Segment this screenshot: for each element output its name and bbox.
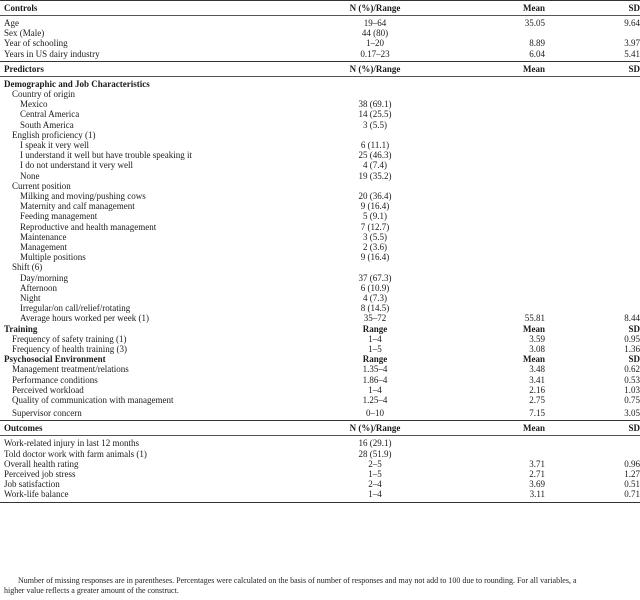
column-header-mean: Mean (523, 423, 545, 434)
table-cell-n-range: 1.25–4 (362, 395, 388, 405)
table-cell-n-range: 38 (69.1) (358, 99, 392, 110)
rule-line (0, 15, 640, 16)
rule-line (0, 0, 640, 1)
table-cell-n-range: 1.35–4 (362, 364, 388, 375)
table-cell-mean: 7.15 (529, 408, 545, 419)
table-cell-n-range: 3 (5.5) (363, 119, 387, 130)
table-cell-sd: 8.44 (624, 313, 640, 324)
table-row-label: Year of schooling (4, 38, 68, 49)
table-cell-n-range: 4 (7.4) (363, 160, 387, 171)
table-row-label: Reproductive and health management (20, 221, 157, 232)
table-cell-n-range: 35–72 (363, 313, 387, 324)
table-cell-n-range: 1–20 (366, 38, 384, 49)
table-cell-n-range: 2 (3.6) (363, 242, 387, 252)
table-row-label: Perceived job stress (4, 469, 76, 479)
table-cell-n-range: 6 (10.9) (360, 282, 390, 293)
table-cell-sd: 1.03 (624, 384, 640, 395)
table-cell-n-range: 25 (46.3) (358, 150, 392, 161)
table-row-label: South America (20, 119, 74, 130)
table-row-label: Maintenance (20, 231, 67, 242)
table-cell-mean: 35.05 (524, 18, 545, 28)
table-row-label: Multiple positions (20, 252, 86, 263)
table-row-label: Milking and moving/pushing cows (20, 191, 146, 201)
footnote-line-2: higher value reflects a greater amount of the construct. (4, 586, 179, 595)
table-cell-sd: 9.64 (624, 18, 640, 28)
table-cell-n-range: 44 (80) (361, 28, 389, 39)
footnote-line-1: Number of missing responses are in parentheses. Percentages were calculated on the basis of number of responses and may not add to 100 due to rounding. For all variables, a (18, 576, 577, 585)
column-header-n-range: N (%)/Range (349, 423, 401, 434)
table-cell-mean: 2.16 (529, 384, 545, 395)
table-cell-sd: 0.95 (624, 333, 640, 344)
table-cell-mean: 6.04 (529, 48, 545, 59)
table-cell-sd: 1.36 (624, 344, 640, 354)
table-row-label: Country of origin (12, 89, 75, 99)
table-cell-n-range: 14 (25.5) (358, 109, 392, 120)
table-cell-n-range: 1–5 (368, 344, 382, 354)
table-cell-n-range: 3 (5.5) (363, 231, 387, 242)
table-row-label: I understand it well but have trouble speaking it (20, 150, 192, 161)
table-row-label: Management treatment/relations (12, 364, 129, 375)
table-footnote (4, 576, 640, 596)
column-header-sd: SD (628, 63, 640, 74)
table-row-label: Demographic and Job Characteristics (4, 78, 150, 89)
rule-line (0, 435, 640, 436)
table-row-label: Irregular/on call/relief/rotating (20, 303, 131, 314)
table-cell-n-range: 4 (7.3) (363, 293, 387, 303)
table-cell-mean: 3.59 (529, 333, 545, 344)
table-cell-n-range: 16 (29.1) (358, 438, 392, 449)
table-cell-n-range: 0–10 (366, 408, 384, 419)
table-row-label: Overall health rating (4, 458, 79, 469)
table-cell-n-range: 8 (14.5) (360, 303, 390, 314)
table-cell-sd: 0.62 (624, 364, 640, 375)
table-cell-mean: Mean (523, 354, 545, 365)
column-header-mean: Mean (523, 3, 545, 13)
table-row-label: Day/morning (20, 272, 68, 283)
table-cell-n-range: 19–64 (363, 18, 387, 28)
column-header-n-range: N (%)/Range (349, 3, 401, 13)
table-cell-n-range: 1–4 (368, 384, 382, 395)
table-row-label: Told doctor work with farm animals (1) (4, 448, 147, 459)
table-cell-mean: 3.69 (529, 479, 545, 490)
table-row-label: Feeding management (20, 211, 98, 222)
table-cell-mean: 55.81 (524, 313, 545, 324)
table-cell-mean: 3.48 (529, 364, 545, 375)
table-row-label: Frequency of health training (3) (12, 344, 127, 354)
table-row-label: Job satisfaction (4, 479, 60, 490)
table-row-label: None (20, 170, 40, 181)
table-row-label: Management (20, 242, 67, 252)
table-cell-mean: 8.89 (529, 38, 545, 49)
table-row-label: Night (20, 293, 41, 303)
table-row-label: I do not understand it very well (20, 160, 133, 171)
table-cell-mean: 3.11 (529, 489, 545, 500)
table-cell-n-range: 7 (12.7) (360, 221, 390, 232)
table-row-label: Afternoon (20, 282, 57, 293)
table-cell-n-range: 0.17–23 (360, 48, 390, 59)
table-cell-n-range: 20 (36.4) (358, 191, 392, 201)
rule-line (0, 420, 640, 421)
table-row-label: Sex (Male) (4, 28, 45, 39)
table-cell-n-range: 1.86–4 (362, 374, 388, 385)
table-cell-mean: 2.75 (529, 395, 545, 405)
table-row-label: I speak it very well (20, 140, 89, 150)
table-row-label: Central America (20, 109, 80, 120)
table-cell-n-range: 1–4 (368, 333, 382, 344)
table-cell-sd: 0.53 (624, 374, 640, 385)
table-cell-sd: SD (628, 323, 640, 334)
section-header-label: Outcomes (4, 423, 43, 434)
table-cell-n-range: Range (362, 323, 388, 334)
table-cell-n-range: 5 (9.1) (363, 211, 387, 222)
table-row-label: Average hours worked per week (1) (20, 313, 150, 324)
table-cell-mean: 3.41 (529, 374, 545, 385)
table-cell-mean: Mean (523, 323, 545, 334)
table-cell-sd: 1.27 (624, 469, 640, 479)
column-header-n-range: N (%)/Range (349, 63, 401, 74)
table-row-label: Quality of communication with management (12, 395, 174, 405)
table-row-label: Maternity and calf management (20, 201, 135, 212)
column-header-mean: Mean (523, 63, 545, 74)
table-cell-n-range: 28 (51.9) (358, 448, 392, 459)
table-cell-sd: SD (628, 354, 640, 365)
rule-line (0, 502, 640, 503)
table-cell-mean: 3.08 (529, 344, 545, 354)
table-cell-sd: 0.51 (624, 479, 640, 490)
table-row-label: English proficiency (1) (12, 129, 96, 140)
rule-line (0, 76, 640, 77)
table-cell-sd: 0.75 (624, 395, 640, 405)
table-cell-n-range: 1–5 (368, 469, 382, 479)
table-cell-n-range: 9 (16.4) (360, 252, 390, 263)
table-row-label: Years in US dairy industry (4, 48, 100, 59)
table-cell-mean: 2.71 (529, 469, 545, 479)
table-row-label: Frequency of safety training (1) (12, 333, 127, 344)
table-row-label: Psychosocial Environment (4, 354, 106, 365)
table-row-label: Supervisor concern (12, 408, 82, 419)
table-row-label: Age (4, 18, 19, 28)
column-header-sd: SD (628, 423, 640, 434)
table-cell-n-range: 37 (67.3) (358, 272, 392, 283)
table-cell-sd: 0.96 (624, 458, 640, 469)
table-cell-sd: 0.71 (624, 489, 640, 500)
table-cell-mean: 3.71 (529, 458, 545, 469)
table-cell-n-range: 2–4 (368, 479, 382, 490)
table-cell-n-range: 2–5 (368, 458, 382, 469)
table-cell-n-range: 1–4 (368, 489, 382, 500)
column-header-sd: SD (628, 3, 640, 13)
table-cell-n-range: 6 (11.1) (360, 140, 390, 150)
rule-line (0, 61, 640, 62)
table-row-label: Work-related injury in last 12 months (4, 438, 139, 449)
table-row-label: Perceived workload (12, 384, 84, 395)
table-row-label: Training (4, 323, 38, 334)
section-header-label: Controls (4, 3, 38, 13)
table-row-label: Mexico (20, 99, 48, 110)
table-cell-n-range: Range (362, 354, 388, 365)
table-cell-n-range: 19 (35.2) (358, 170, 392, 181)
table-row-label: Performance conditions (12, 374, 98, 385)
section-header-label: Predictors (4, 63, 44, 74)
table-row-label: Current position (12, 180, 71, 191)
table-row-label: Work-life balance (4, 489, 69, 500)
table-cell-sd: 5.41 (624, 48, 640, 59)
table-cell-sd: 3.97 (624, 38, 640, 49)
table-row-label: Shift (6) (12, 262, 43, 273)
table-cell-sd: 3.05 (624, 408, 640, 419)
table-cell-n-range: 9 (16.4) (360, 201, 390, 212)
